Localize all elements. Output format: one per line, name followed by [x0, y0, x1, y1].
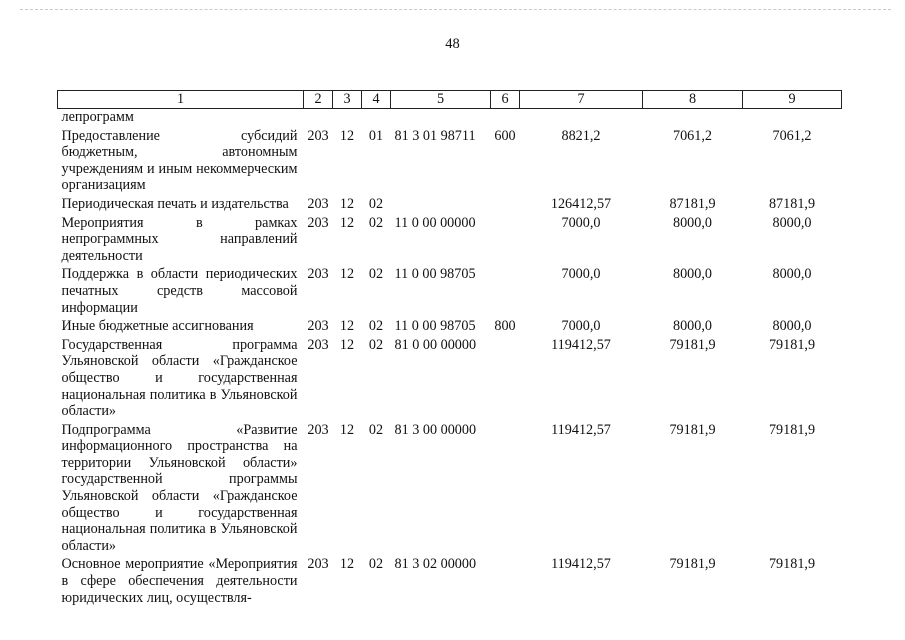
row-code-subsection: 02: [368, 556, 384, 573]
row-code-target: [391, 109, 491, 128]
row-amount-col7: 119412,57: [551, 336, 611, 353]
row-amount-col9: [743, 109, 842, 128]
row-code-target: [391, 196, 491, 215]
row-code-target: 11 0 00 98705: [394, 318, 476, 335]
table-row: [58, 556, 842, 608]
table-row: [58, 318, 842, 337]
row-code-section: [333, 109, 362, 128]
table-row: [58, 337, 842, 422]
row-code-expense-type: [491, 109, 520, 128]
budget-table: [57, 90, 842, 608]
row-code-section: 12: [339, 336, 355, 353]
row-code-ministry: 203: [307, 127, 329, 144]
row-amount-col9: 79181,9: [768, 336, 816, 353]
table-row: [58, 128, 842, 196]
row-code-section: 12: [339, 556, 355, 573]
row-code-target: 11 0 00 00000: [394, 214, 476, 231]
header-col-3: 3: [333, 91, 362, 109]
row-code-target: 81 3 02 00000: [394, 556, 477, 573]
row-code-subsection: [362, 109, 391, 128]
row-amount-col7: 119412,57: [551, 421, 611, 438]
row-code-ministry: 203: [307, 214, 329, 231]
row-amount-col7: 7000,0: [561, 214, 601, 231]
row-code-expense-type: [491, 337, 520, 422]
row-code-subsection: 02: [368, 266, 384, 283]
row-amount-col7: 126412,57: [550, 195, 612, 212]
row-amount-col9: 8000,0: [772, 266, 812, 283]
row-code-ministry: 203: [307, 195, 329, 212]
row-code-ministry: 203: [307, 336, 329, 353]
row-code-section: 12: [339, 421, 355, 438]
row-name: Поддержка в области периодических печатных средств массовой информации: [61, 266, 298, 316]
row-name: Основное мероприятие «Мероприятия в сфере обеспечения деятельности юридических лиц, осуществля-: [61, 556, 298, 606]
row-code-ministry: 203: [307, 266, 329, 283]
row-code-ministry: [304, 109, 333, 128]
row-code-subsection: 02: [368, 195, 384, 212]
row-code-expense-type: [491, 215, 520, 267]
header-col-1: 1: [58, 91, 304, 109]
row-code-target: 81 3 01 98711: [394, 127, 476, 144]
row-amount-col7: 7000,0: [561, 318, 601, 335]
row-code-ministry: 203: [307, 556, 329, 573]
row-amount-col8: 79181,9: [669, 336, 716, 353]
row-code-ministry: 203: [307, 318, 329, 335]
row-code-expense-type: 800: [494, 318, 516, 335]
table-row: [58, 215, 842, 267]
row-amount-col8: 8000,0: [672, 214, 712, 231]
row-name: Подпрограмма «Развитие информационного пространства на территории Ульяновской области» государственной программы Ульяновской области «Гражданское общество и государственная национальная политика в Ульяновской области»: [61, 421, 298, 554]
row-amount-col7: 119412,57: [551, 556, 611, 573]
row-amount-col7: 7000,0: [561, 266, 601, 283]
table-row: [58, 422, 842, 557]
row-amount-col8: 87181,9: [669, 195, 716, 212]
row-amount-col8: 7061,2: [672, 127, 712, 144]
table-row: [58, 109, 842, 128]
row-code-section: 12: [339, 318, 355, 335]
row-code-expense-type: [491, 422, 520, 557]
table-body: [58, 109, 842, 609]
row-code-ministry: 203: [307, 421, 329, 438]
row-code-subsection: 02: [368, 421, 384, 438]
row-amount-col9: 79181,9: [768, 421, 816, 438]
row-amount-col8: 79181,9: [669, 421, 716, 438]
row-name: Государственная программа Ульяновской области «Гражданское общество и государственная национальная политика в Ульяновской области»: [61, 336, 298, 420]
row-name: Мероприятия в рамках непрограммных направлений деятельности: [61, 214, 298, 264]
row-amount-col9: 7061,2: [772, 127, 812, 144]
row-amount-col9: 8000,0: [772, 318, 812, 335]
table-row: [58, 196, 842, 215]
row-code-target: 81 0 00 00000: [394, 336, 477, 353]
header-col-9: 9: [743, 91, 842, 109]
scan-edge-line: [20, 9, 891, 10]
row-amount-col9: 79181,9: [768, 556, 816, 573]
row-code-expense-type: [491, 556, 520, 608]
row-code-target: 81 3 00 00000: [394, 421, 477, 438]
row-name: Предоставление субсидий бюджетным, автономным учреждениям и иным некоммерческим организациям: [61, 127, 298, 194]
row-amount-col8: [643, 109, 743, 128]
header-col-8: 8: [643, 91, 743, 109]
page-number: 48: [445, 36, 460, 52]
row-amount-col8: 8000,0: [672, 266, 712, 283]
row-code-expense-type: [491, 266, 520, 318]
row-code-section: 12: [339, 127, 355, 144]
table-header-row: [58, 91, 842, 109]
row-name: Периодическая печать и издательства: [61, 195, 289, 212]
row-code-subsection: 02: [368, 214, 384, 231]
header-col-2: 2: [304, 91, 333, 109]
row-amount-col8: 79181,9: [669, 556, 716, 573]
row-amount-col7: [520, 109, 643, 128]
row-code-section: 12: [339, 214, 355, 231]
header-col-6: 6: [491, 91, 520, 109]
row-code-subsection: 01: [368, 127, 384, 144]
row-code-section: 12: [339, 266, 355, 283]
row-amount-col7: 8821,2: [561, 127, 601, 144]
row-code-target: 11 0 00 98705: [394, 266, 476, 283]
row-code-expense-type: [491, 196, 520, 215]
row-code-subsection: 02: [368, 336, 384, 353]
header-col-7: 7: [520, 91, 643, 109]
row-code-section: 12: [339, 195, 355, 212]
header-col-4: 4: [362, 91, 391, 109]
header-col-5: 5: [391, 91, 491, 109]
table-row: [58, 266, 842, 318]
row-name: Иные бюджетные ассигнования: [61, 318, 254, 335]
row-amount-col9: 8000,0: [772, 214, 812, 231]
row-code-expense-type: 600: [494, 127, 516, 144]
row-code-subsection: 02: [368, 318, 384, 335]
row-amount-col9: 87181,9: [768, 195, 816, 212]
row-amount-col8: 8000,0: [672, 318, 712, 335]
row-name: лепрограмм: [61, 109, 134, 125]
